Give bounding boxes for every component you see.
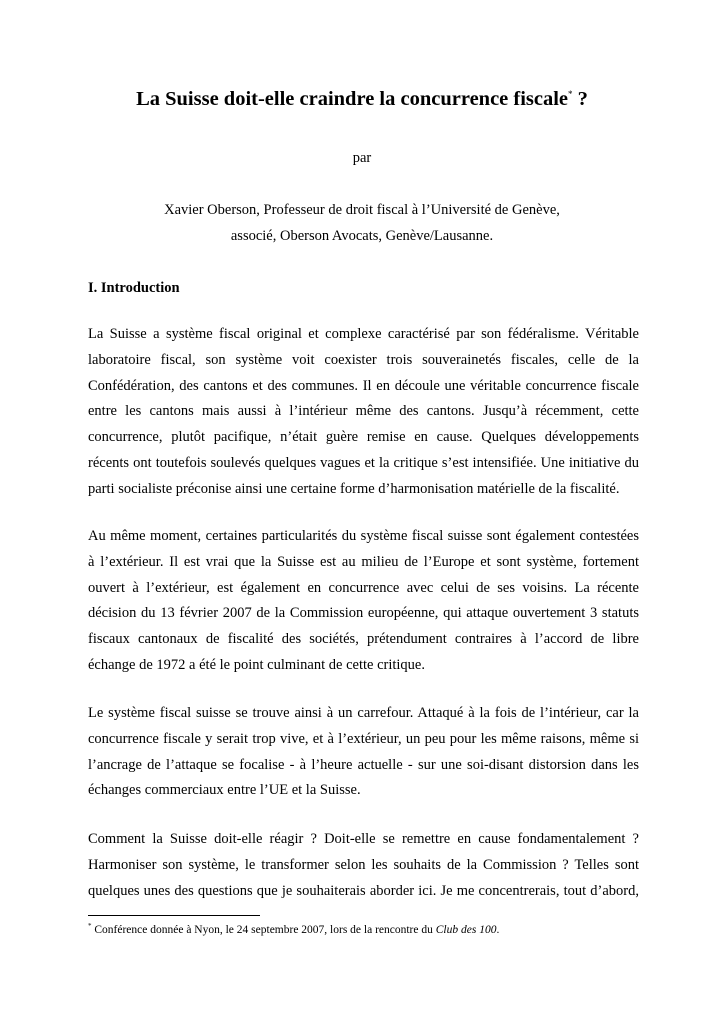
paragraph-line: échange de 1972 a été le point culminant de cette critique. [88, 656, 425, 673]
footnote-end: . [496, 924, 500, 936]
paragraph-line: La Suisse a système fiscal original et complexe caractérisé par son fédéralisme. Véritable [88, 326, 639, 342]
paragraph-4 [88, 827, 639, 904]
paragraph-line: parti socialiste préconise ainsi une certaine forme d’harmonisation matérielle de la fiscalité. [88, 480, 620, 497]
paragraph-line: quelques unes des questions que je souhaiterais aborder ici. Je me concentrerais, tout d’abord, [88, 882, 639, 899]
section-heading: I. Introduction [88, 280, 180, 296]
paragraph-line: fiscaux cantonaux de fiscalité des sociétés, prétendument contraires à l’accord de libre [88, 631, 639, 648]
paragraph-3 [88, 701, 639, 804]
paragraph-line: Au même moment, certaines particularités du système fiscal suisse sont également contestées [88, 528, 639, 544]
paragraph-1 [88, 322, 639, 503]
footnote-text: Conférence donnée à Nyon, le 24 septembre 2007, lors de la rencontre du [91, 924, 436, 936]
paragraph-line: Confédération, des cantons et des communes. Il en découle une véritable concurrence fiscale [88, 377, 639, 394]
footnote-club-name: Club des 100 [435, 924, 497, 936]
paragraph-line: Harmoniser son système, le transformer selon les souhaits de la Commission ? Telles sont [88, 856, 639, 873]
footnote-marker: * [88, 922, 92, 931]
paragraph-line: à l’extérieur. Il est vrai que la Suisse est au milieu de l’Europe et sont système, fortement [88, 553, 639, 570]
paragraph-line: Le système fiscal suisse se trouve ainsi à un carrefour. Attaqué à la fois de l’intérieur, car la [88, 705, 639, 721]
paragraph-line: laboratoire fiscal, son système voit coexister trois souverainetés fiscales, celle de la [88, 351, 639, 368]
paragraph-line: Comment la Suisse doit-elle réagir ? Doit-elle se remettre en cause fondamentalement ? [88, 831, 639, 847]
paragraph-line: décision du 13 février 2007 de la Commission européenne, qui attaque ouvertement 3 statuts [88, 605, 639, 622]
footnote-divider [88, 915, 260, 916]
paragraph-line: concurrence, plutôt pacifique, n’était guère remise en cause. Quelques développements [88, 429, 639, 446]
title-text: La Suisse doit-elle craindre la concurrence fiscale [136, 88, 569, 110]
author-line-2: associé, Oberson Avocats, Genève/Lausanne. [230, 228, 494, 244]
title-suffix: ? [572, 88, 588, 110]
footnote [88, 922, 499, 938]
paragraph-line: entre les cantons mais aussi à l’intérieur même des cantons. Jusqu’à récemment, cette [88, 403, 639, 420]
paragraph-line: échanges commerciaux entre l’UE et la Suisse. [88, 782, 361, 799]
author-line-1: Xavier Oberson, Professeur de droit fiscal à l’Université de Genève, [164, 202, 560, 218]
paragraph-line: ouvert à l’extérieur, est également en concurrence avec celui de ses voisins. La récente [88, 579, 639, 596]
paragraph-line: l’ancrage de l’attaque se focalise - à l’heure actuelle - sur une soi-disant distorsion dans les [88, 756, 639, 773]
document-title [0, 85, 724, 113]
title-footnote-marker[interactable]: * [568, 89, 573, 100]
paragraph-2 [88, 524, 639, 679]
paragraph-line: récents ont toutefois soulevés quelques vagues et la critique s’est intensifiée. Une initiative du [88, 454, 639, 471]
byline-par: par [352, 150, 372, 166]
paragraph-line: concurrence fiscale y serait trop vive, et à l’extérieur, un peu pour les même raisons, même si [88, 730, 639, 747]
